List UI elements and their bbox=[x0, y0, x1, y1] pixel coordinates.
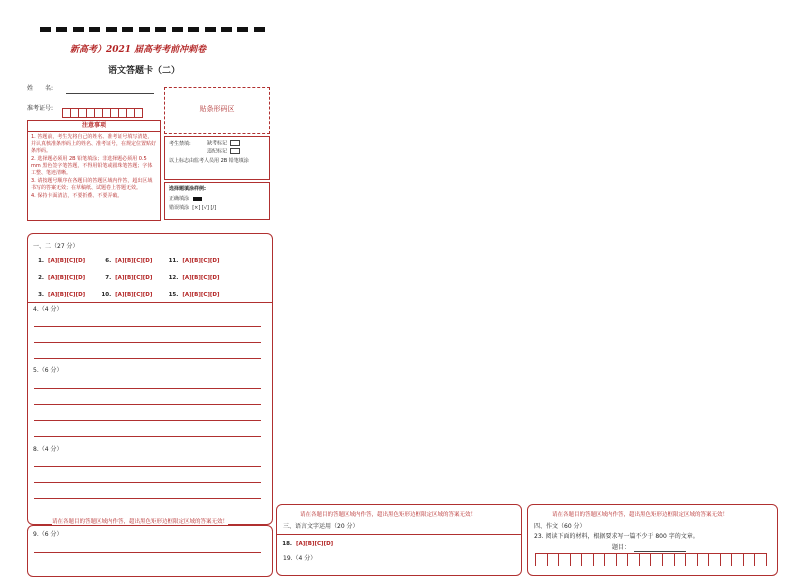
id-label: 准考证号: bbox=[27, 105, 54, 112]
mc-item[interactable]: 6. [A][B][C][D] bbox=[105, 258, 153, 264]
answer-line[interactable] bbox=[34, 482, 261, 483]
absent-label: 缺考标记 bbox=[207, 140, 228, 147]
notice-item: 1. 答题前，考生先将自己的姓名、准考证号填写清楚，并认真核准条形码上的姓名、准考证号，在规定位置贴好条形码。 bbox=[31, 134, 157, 154]
mc-item[interactable]: 12. [A][B][C][D] bbox=[168, 275, 220, 281]
answer-line[interactable] bbox=[34, 358, 261, 359]
fill-example-box bbox=[164, 182, 270, 220]
notice-item: 4. 保持卡面清洁，不要折叠、不要弄破。 bbox=[31, 193, 123, 199]
absent-box[interactable] bbox=[230, 140, 240, 146]
correct-fill-mark bbox=[193, 197, 202, 201]
middle-banner: 请在各题目的答题区域内作答，超出黑色矩形边框限定区域的答案无效！ bbox=[300, 512, 477, 518]
examinee-mark-box bbox=[164, 136, 270, 180]
q4-label: 4.（4 分） bbox=[33, 306, 63, 313]
mc-row bbox=[34, 258, 220, 275]
answer-line[interactable] bbox=[34, 498, 261, 499]
barcode-area bbox=[164, 87, 270, 134]
barcode-label: 贴条形码区 bbox=[199, 105, 235, 113]
mc-item[interactable]: 11. [A][B][C][D] bbox=[168, 258, 220, 264]
answer-line[interactable] bbox=[34, 420, 261, 421]
notice-item: 3. 请按题号顺序在各题目的答题区域内作答，超出区域书写的答案无效；在草稿纸、试题卷上答题无效。 bbox=[31, 178, 153, 191]
section-4-title: 四、作文（60 分） bbox=[534, 523, 586, 530]
exam-title: 新高考）2021 届高考考前冲刺卷 bbox=[70, 45, 207, 55]
answer-line[interactable] bbox=[34, 326, 261, 327]
name-label: 姓 名: bbox=[27, 85, 54, 92]
essay-grid[interactable] bbox=[535, 553, 767, 566]
top-dash-marks bbox=[40, 27, 265, 33]
name-field[interactable] bbox=[66, 93, 154, 94]
violation-label: 违纪标记 bbox=[207, 148, 228, 155]
answer-sheet-title: 语文答题卡（二） bbox=[108, 66, 181, 76]
q5-label: 5.（6 分） bbox=[33, 367, 63, 374]
answer-line[interactable] bbox=[34, 466, 261, 467]
answer-line[interactable] bbox=[34, 552, 261, 553]
answer-line[interactable] bbox=[34, 436, 261, 437]
section-1-title: 一、二（27 分） bbox=[33, 243, 79, 250]
mc-item[interactable]: 1. [A][B][C][D] bbox=[38, 258, 86, 264]
essay-prompt: 23. 阅读下面的材料，根据要求写一篇不少于 800 字的文章。 bbox=[534, 533, 699, 540]
mc-item[interactable]: 15. [A][B][C][D] bbox=[168, 292, 220, 298]
divider bbox=[27, 302, 272, 303]
notice-item: 2. 选择题必须用 2B 铅笔填涂；非选择题必须用 0.5 mm 黑色签字笔答题，不得用铅笔或圆珠笔答题；字体工整、笔迹清晰。 bbox=[31, 156, 153, 176]
examinee-mark-label: 考生禁填: bbox=[169, 141, 191, 147]
notice-box bbox=[27, 120, 161, 221]
mc-item[interactable]: 2. [A][B][C][D] bbox=[38, 275, 86, 281]
correct-fill-label: 正确填涂 bbox=[169, 196, 190, 202]
section-1b-box bbox=[27, 525, 273, 577]
q18-options[interactable]: 18. [A][B][C][D] bbox=[282, 541, 334, 547]
answer-line[interactable] bbox=[34, 388, 261, 389]
fill-example-title: 选择题填涂样例: bbox=[169, 186, 207, 192]
mc-item[interactable]: 3. [A][B][C][D] bbox=[38, 292, 86, 298]
essay-topic-label: 题目： bbox=[612, 544, 631, 551]
examinee-mark-note: 以上标志由监考人员用 2B 铅笔填涂 bbox=[169, 158, 249, 164]
essay-topic-field[interactable] bbox=[634, 551, 686, 552]
left-banner: 请在各题目的答题区域内作答，超出黑色矩形边框限定区域的答案无效！ bbox=[52, 519, 229, 525]
section-3-title: 三、语言文字运用（20 分） bbox=[283, 523, 359, 530]
wrong-fill-label: 错误填涂 bbox=[169, 205, 190, 211]
section-3-box bbox=[276, 504, 522, 576]
right-banner: 请在各题目的答题区域内作答，超出黑色矩形边框限定区域的答案无效！ bbox=[552, 512, 729, 518]
wrong-fill-marks: [×] [√] [/] bbox=[192, 205, 217, 211]
answer-line[interactable] bbox=[34, 404, 261, 405]
violation-box[interactable] bbox=[230, 148, 240, 154]
q9-label: 9.（6 分） bbox=[33, 531, 63, 538]
answer-line[interactable] bbox=[34, 342, 261, 343]
mc-item[interactable]: 7. [A][B][C][D] bbox=[105, 275, 153, 281]
divider bbox=[276, 534, 521, 535]
q8-label: 8.（4 分） bbox=[33, 446, 63, 453]
q19-label: 19.（4 分） bbox=[283, 555, 317, 562]
mc-item[interactable]: 10. [A][B][C][D] bbox=[101, 292, 153, 298]
notice-title: 注意事项 bbox=[28, 121, 160, 132]
mc-row bbox=[34, 275, 220, 292]
